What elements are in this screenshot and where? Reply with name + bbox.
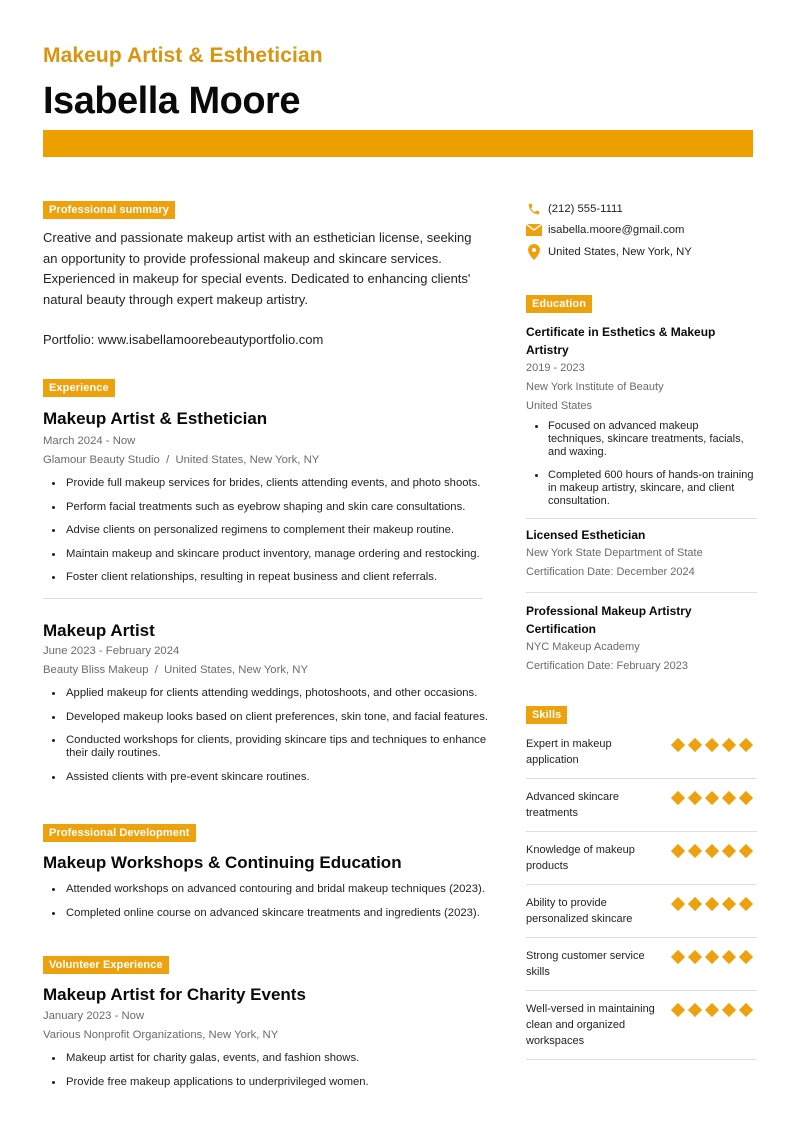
job-company-location: Glamour Beauty Studio / United States, New York, NY — [43, 454, 320, 466]
education-date: Certification Date: February 2023 — [526, 660, 689, 672]
skill-label: Knowledge of makeup products — [526, 844, 635, 872]
bullet-item: Provide free makeup applications to underprivileged women. — [43, 1076, 495, 1089]
skill-label: Expert in makeup application — [526, 738, 612, 766]
rating-diamond-icon — [722, 1003, 736, 1017]
education-bullets — [526, 420, 757, 508]
education-institution: New York Institute of Beauty — [526, 381, 664, 393]
phone-icon — [526, 201, 542, 217]
contact-email — [526, 220, 757, 242]
rating-diamond-icon — [739, 897, 753, 911]
education-entry — [526, 526, 757, 582]
email-text[interactable]: isabella.moore@gmail.com — [548, 224, 685, 237]
rating-diamond-icon — [705, 897, 719, 911]
rating-diamond-icon — [705, 1003, 719, 1017]
skill-rating — [671, 736, 757, 768]
phone-text[interactable]: (212) 555-1111 — [548, 202, 623, 215]
skill-label: Strong customer service skills — [526, 950, 645, 978]
development-section — [43, 823, 495, 930]
bullet-item: Attended workshops on advanced contouring and bridal makeup techniques (2023). — [43, 883, 495, 896]
bullet-item: Applied makeup for clients attending weddings, photoshoots, and other occasions. — [43, 687, 495, 700]
education-date: Certification Date: December 2024 — [526, 566, 695, 578]
job-title: Makeup Artist — [43, 621, 155, 640]
rating-diamond-icon — [739, 791, 753, 805]
rating-diamond-icon — [671, 844, 685, 858]
rating-diamond-icon — [705, 844, 719, 858]
skill-row — [526, 938, 757, 991]
rating-diamond-icon — [739, 738, 753, 752]
skills-section — [526, 705, 757, 1060]
development-title: Makeup Workshops & Continuing Education — [43, 853, 402, 872]
job-divider — [43, 598, 483, 599]
bullet-item: Completed online course on advanced skincare treatments and ingredients (2023). — [43, 907, 495, 920]
rating-diamond-icon — [671, 897, 685, 911]
skills-list — [526, 731, 757, 1060]
skill-rating — [671, 895, 757, 927]
education-title: Professional Makeup Artistry Certification — [526, 604, 692, 636]
rating-diamond-icon — [671, 738, 685, 752]
rating-diamond-icon — [722, 897, 736, 911]
education-divider — [526, 592, 757, 593]
rating-diamond-icon — [688, 897, 702, 911]
education-institution: NYC Makeup Academy — [526, 641, 640, 653]
bullet-item: Focused on advanced makeup techniques, skincare treatments, facials, and waxing. — [526, 420, 757, 459]
rating-diamond-icon — [671, 791, 685, 805]
bullet-item: Perform facial treatments such as eyebrow shaping and skin care consultations. — [43, 501, 495, 514]
job-role-title: Makeup Artist & Esthetician — [43, 44, 323, 67]
section-tag-experience: Experience — [43, 379, 115, 397]
skill-label: Ability to provide personalized skincare — [526, 897, 633, 925]
bullet-item: Maintain makeup and skincare product inventory, manage ordering and restocking. — [43, 548, 495, 561]
location-text: United States, New York, NY — [548, 245, 692, 258]
contact-section — [526, 198, 757, 263]
education-dates: 2019 - 2023 — [526, 362, 585, 374]
contact-phone — [526, 198, 757, 220]
rating-diamond-icon — [671, 1003, 685, 1017]
section-tag-summary: Professional summary — [43, 201, 175, 219]
skill-row — [526, 885, 757, 938]
bullet-item: Conducted workshops for clients, providing skincare tips and techniques to enhance their daily routines. — [43, 734, 495, 760]
volunteer-dates: January 2023 - Now — [43, 1010, 145, 1022]
rating-diamond-icon — [688, 950, 702, 964]
section-tag-skills: Skills — [526, 706, 567, 724]
bullet-item: Assisted clients with pre-event skincare routines. — [43, 771, 495, 784]
job-dates: March 2024 - Now — [43, 435, 136, 447]
education-institution: New York State Department of State — [526, 547, 703, 559]
skill-rating — [671, 842, 757, 874]
volunteer-title: Makeup Artist for Charity Events — [43, 985, 306, 1004]
job-entry — [43, 408, 495, 584]
portfolio-link[interactable]: Portfolio: www.isabellamoorebeautyportfolio.com — [43, 332, 324, 347]
contact-location — [526, 241, 757, 263]
rating-diamond-icon — [688, 791, 702, 805]
skill-label: Well-versed in maintaining clean and organized workspaces — [526, 1003, 655, 1047]
education-entry — [526, 323, 757, 508]
skill-row — [526, 832, 757, 885]
skill-rating — [671, 789, 757, 821]
bullet-item: Advise clients on personalized regimens to complement their makeup routine. — [43, 524, 495, 537]
bullet-item: Completed 600 hours of hands-on training in makeup artistry, skincare, and client consultation. — [526, 469, 757, 508]
skill-row — [526, 779, 757, 832]
bullet-item: Developed makeup looks based on client preferences, skin tone, and facial features. — [43, 711, 495, 724]
rating-diamond-icon — [739, 844, 753, 858]
bullet-item: Foster client relationships, resulting in repeat business and client referrals. — [43, 571, 495, 584]
rating-diamond-icon — [688, 738, 702, 752]
education-title: Certificate in Esthetics & Makeup Artistry — [526, 325, 716, 357]
education-location: United States — [526, 400, 593, 412]
skill-label: Advanced skincare treatments — [526, 791, 619, 819]
section-tag-development: Professional Development — [43, 824, 196, 842]
rating-diamond-icon — [671, 950, 685, 964]
header-accent-bar — [43, 130, 753, 157]
job-bullets — [43, 687, 495, 784]
location-pin-icon — [526, 244, 542, 260]
rating-diamond-icon — [722, 791, 736, 805]
skill-rating — [671, 948, 757, 980]
rating-diamond-icon — [688, 844, 702, 858]
development-bullets — [43, 883, 495, 920]
rating-diamond-icon — [739, 950, 753, 964]
rating-diamond-icon — [705, 791, 719, 805]
job-bullets — [43, 477, 495, 584]
rating-diamond-icon — [722, 950, 736, 964]
job-dates: June 2023 - February 2024 — [43, 645, 180, 657]
skill-row — [526, 991, 757, 1060]
education-title: Licensed Esthetician — [526, 528, 646, 542]
education-divider — [526, 518, 757, 519]
volunteer-section — [43, 955, 495, 1099]
job-company-location: Beauty Bliss Makeup / United States, New York, NY — [43, 664, 308, 676]
skill-row — [526, 731, 757, 779]
mail-icon — [526, 222, 542, 238]
education-entry — [526, 602, 757, 676]
job-entry — [43, 620, 495, 784]
section-tag-education: Education — [526, 295, 592, 313]
rating-diamond-icon — [722, 844, 736, 858]
rating-diamond-icon — [705, 950, 719, 964]
rating-diamond-icon — [705, 738, 719, 752]
rating-diamond-icon — [722, 738, 736, 752]
rating-diamond-icon — [739, 1003, 753, 1017]
volunteer-bullets — [43, 1052, 495, 1089]
bullet-item: Provide full makeup services for brides, clients attending events, and photo shoots. — [43, 477, 495, 490]
candidate-name: Isabella Moore — [43, 80, 300, 122]
summary-section — [43, 200, 495, 350]
education-section — [526, 294, 757, 676]
resume-header — [43, 42, 753, 124]
section-tag-volunteer: Volunteer Experience — [43, 956, 169, 974]
experience-section — [43, 378, 495, 794]
job-title: Makeup Artist & Esthetician — [43, 409, 268, 428]
volunteer-location: Various Nonprofit Organizations, New York, NY — [43, 1029, 279, 1041]
summary-text: Creative and passionate makeup artist with an esthetician license, seeking an opportunity to provide professional makeup and skincare services. Experienced in makeup for special events. Dedicated to enhancing clients' natural beauty through expert makeup artistry. — [43, 230, 472, 307]
skill-rating — [671, 1001, 757, 1049]
rating-diamond-icon — [688, 1003, 702, 1017]
bullet-item: Makeup artist for charity galas, events, and fashion shows. — [43, 1052, 495, 1065]
